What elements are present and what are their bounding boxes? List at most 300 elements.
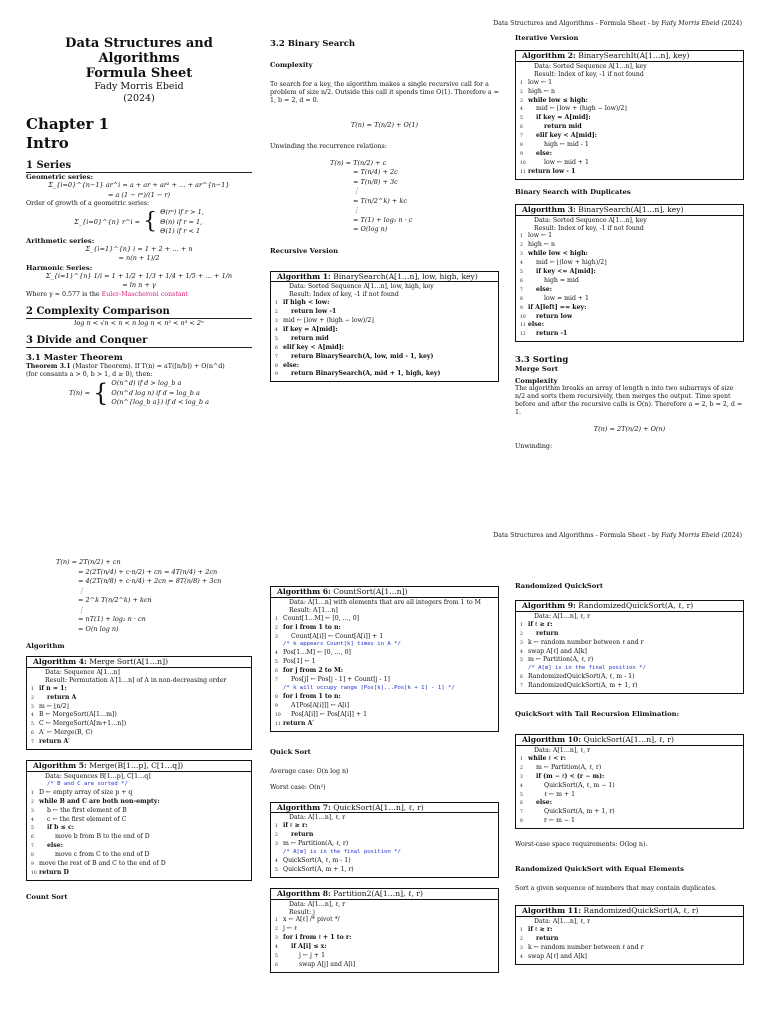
algorithm-signature: QuickSort(A[1…n], ℓ, r) xyxy=(583,735,674,745)
line-text: return low - 1 xyxy=(528,167,576,175)
line-number xyxy=(275,641,283,649)
algorithm-line xyxy=(31,703,247,712)
line-number xyxy=(520,613,528,621)
algorithm-line xyxy=(520,808,739,817)
line-number: 3 xyxy=(520,252,523,258)
line-text: ℓ ← m + 1 xyxy=(544,790,576,798)
duplicates-heading: Binary Search with Duplicates xyxy=(515,187,631,196)
line-number xyxy=(520,225,528,233)
algorithm-title xyxy=(271,803,498,814)
algorithm-title xyxy=(516,735,743,746)
merge-text: The algorithm breaks an array of length n into two subarrays of size n/2 and sorts them recursively, then merges the output. Time spent before and after the recursive calls is O(n). Therefore a = 2, b = 2, d = 1. xyxy=(515,385,743,417)
line-text: for i from 1 to n: xyxy=(283,623,341,631)
algorithm-line xyxy=(31,789,247,798)
line-number: 5 xyxy=(520,792,523,798)
line-text: if A[left] == key: xyxy=(528,303,587,311)
iterative-version-heading: Iterative Version xyxy=(515,34,579,42)
line-number: 5 xyxy=(275,660,278,666)
algorithm-line xyxy=(275,658,494,667)
line-number xyxy=(31,781,39,789)
line-number: 8 xyxy=(520,296,523,302)
arith-label: Arithmetic series: xyxy=(26,236,95,245)
line-number xyxy=(520,71,528,79)
line-text: return -1 xyxy=(536,330,568,338)
line-text: Result: Index of key, -1 if not found xyxy=(289,291,399,299)
line-text: Result: Index of key, -1 if not found xyxy=(534,224,644,232)
algorithm-signature: BinarySearchIt(A[1…n], key) xyxy=(578,51,690,60)
algorithm-line xyxy=(275,866,494,875)
algorithm-body xyxy=(271,282,498,381)
algorithm-signature: RandomizedQuickSort(A, ℓ, r) xyxy=(583,906,699,916)
euler-link[interactable]: Euler-Mascheroni constant xyxy=(101,290,189,298)
line-number: 3 xyxy=(520,774,523,780)
equal-elements-heading: Randomized QuickSort with Equal Elements xyxy=(515,865,684,874)
line-number: 3 xyxy=(520,640,523,646)
section-series: 1 Series xyxy=(26,160,252,173)
line-text: if ℓ ≥ r: xyxy=(283,822,308,830)
line-number: 2 xyxy=(275,833,278,839)
algorithm-line xyxy=(520,105,739,114)
line-number: 3 xyxy=(275,842,278,848)
algorithm-line xyxy=(31,816,247,825)
document-author: Fady Morris Ebeid (2024) xyxy=(94,81,184,104)
line-number: 1 xyxy=(520,622,523,628)
line-number: 4 xyxy=(31,713,34,719)
algorithm-line xyxy=(31,711,247,720)
algorithm-line xyxy=(275,344,494,353)
algorithm-signature: BinarySearch(A[1…n], low, high, key) xyxy=(333,271,478,281)
algorithm-line xyxy=(275,934,494,943)
line-text: return xyxy=(536,629,559,637)
line-number: 2 xyxy=(520,631,523,637)
algorithm-line xyxy=(275,641,494,649)
worst-case: Worst case: O(n²) xyxy=(270,783,326,791)
line-text: k ← random number between ℓ and r xyxy=(528,638,644,646)
algorithm-title xyxy=(271,889,498,900)
line-text: return A xyxy=(47,693,77,701)
algorithm-line xyxy=(31,738,247,747)
algorithm-line xyxy=(31,851,247,860)
line-text: swap A[ℓ] and A[k] xyxy=(528,647,587,655)
line-number: 1 xyxy=(520,80,523,86)
line-number: 7 xyxy=(520,684,523,690)
line-text: Data: Sorted Sequence A[1…n], low, high, key xyxy=(289,283,434,291)
algorithm-line xyxy=(520,747,739,755)
line-number: 5 xyxy=(520,116,523,122)
algorithm-line xyxy=(520,241,739,250)
algorithm-line xyxy=(275,676,494,685)
line-text: if b ≤ c: xyxy=(47,824,75,832)
line-number: 6 xyxy=(520,125,523,131)
algorithm-title xyxy=(271,272,498,283)
unwinding-text: Unwinding the recurrence relations: xyxy=(270,142,387,150)
line-text: /* k will occupy range [Pos[k]...Pos[k + 1] - 1] */ xyxy=(283,684,455,691)
line-number: 6 xyxy=(520,675,523,681)
line-text: return xyxy=(536,934,559,942)
unwinding-short: Unwinding: xyxy=(515,442,553,450)
line-number: 1 xyxy=(275,616,278,622)
recursive-version-heading: Recursive Version xyxy=(270,246,339,255)
algorithm-line xyxy=(520,791,739,800)
line-number: 5 xyxy=(275,867,278,873)
algorithm-title xyxy=(271,587,498,598)
line-number: 8 xyxy=(275,363,278,369)
line-number: 6 xyxy=(31,835,34,841)
line-number: 10 xyxy=(275,712,281,718)
algorithm-line xyxy=(520,782,739,791)
algorithm-line xyxy=(520,799,739,808)
line-number: 11 xyxy=(520,169,526,175)
algorithm-box xyxy=(515,905,744,964)
algorithm-signature: RandomizedQuickSort(A, ℓ, r) xyxy=(578,601,694,610)
algorithm-box xyxy=(270,802,499,878)
line-number xyxy=(275,901,283,909)
algorithm-line xyxy=(31,694,247,703)
line-text: low ← 1 xyxy=(528,78,553,86)
harmonic-eq: Σ_{i=1}^{n} 1/i = 1 + 1/2 + 1/3 + 1/4 + 1/5 + … + 1/n = ln n + γ xyxy=(45,271,233,289)
merge-unwinding: T(n) = 2T(n/2) + cn = 2(2T(n/4) + c·n/2) + cn = 4T(n/4) + 2cn = 4(2T(n/8) + c·n/4) + 2cn = 8T(n/8) + 3cn ⋮ = 2^k T(n/2^k) + kcn ⋮ = nT(1) + log₂ n · cn = O(n log n) xyxy=(56,558,222,633)
algorithm-line xyxy=(520,613,739,621)
line-number xyxy=(520,918,528,926)
line-text: B ← MergeSort(A[1…m]) xyxy=(39,711,117,719)
line-number: 7 xyxy=(31,844,34,850)
algorithm-line xyxy=(275,925,494,934)
line-number: 6 xyxy=(31,731,34,737)
line-text: QuickSort(A, m + 1, r) xyxy=(544,808,615,816)
line-text: /* A[m] is in the final position */ xyxy=(528,665,646,672)
algorithm-box xyxy=(270,271,499,383)
line-number: 1 xyxy=(520,234,523,240)
line-text: c ← the first element of C xyxy=(47,815,127,823)
algorithm-line xyxy=(31,869,247,878)
algorithm-label: Algorithm 5: xyxy=(33,761,87,771)
line-text: if A[i] ≤ x: xyxy=(291,943,327,951)
algorithm-box xyxy=(270,888,499,973)
column-3 xyxy=(515,582,744,965)
algorithm-line xyxy=(275,599,494,607)
line-number: 11 xyxy=(520,323,526,329)
line-number: 3 xyxy=(31,808,34,814)
algorithm-line xyxy=(520,63,739,71)
algorithm-line xyxy=(275,667,494,676)
algorithm-body xyxy=(271,813,498,876)
line-text: return BinarySearch(A, mid + 1, high, key) xyxy=(291,370,441,378)
line-number: 6 xyxy=(275,963,278,968)
line-number: 7 xyxy=(520,287,523,293)
algorithm-line xyxy=(520,648,739,657)
line-text: swap A[j] and A[i] xyxy=(299,961,356,968)
algorithm-line xyxy=(520,773,739,782)
master-theorem: Theorem 3.1 (Master Theorem). If T(n) = aT(⌈n/b⌉) + O(n^d) xyxy=(26,363,225,370)
line-text: high = mid xyxy=(544,276,579,284)
line-number xyxy=(275,909,283,917)
binary-text: To search for a key, the algorithm makes a single recursive call for a problem of size n/2. Outside this call it spends time O(1). Therefore a = 1, b = 2, d = 0. xyxy=(270,81,499,104)
line-number: 3 xyxy=(520,98,523,104)
line-number: 1 xyxy=(520,927,523,933)
line-number: 4 xyxy=(520,107,523,113)
line-number: 8 xyxy=(31,853,34,859)
line-number: 6 xyxy=(275,669,278,675)
line-text: A′[Pos[A[i]]] ← A[i] xyxy=(291,701,350,709)
line-number: 3 xyxy=(275,319,278,325)
line-number: 5 xyxy=(275,336,278,342)
algorithm-line xyxy=(275,326,494,335)
algorithm-line xyxy=(31,807,247,816)
line-text: k ← random number between ℓ and r xyxy=(528,943,644,951)
line-number: 9 xyxy=(275,703,278,709)
line-number: 7 xyxy=(275,678,278,684)
line-text: Result: j xyxy=(289,908,315,916)
document-title: Data Structures and Algorithms Formula Sheet xyxy=(65,36,213,81)
line-number: 7 xyxy=(520,810,523,816)
algorithm-heading: Algorithm xyxy=(26,642,65,650)
algorithm-title xyxy=(516,906,743,917)
complexity-heading: Complexity xyxy=(270,61,313,69)
line-text: Result: Permutation A′[1…n] of A in non-decreasing order xyxy=(45,676,227,684)
algorithm-line xyxy=(520,953,739,962)
line-text: Result: A′[1…n] xyxy=(289,606,338,614)
line-text: Data: A[1…n], ℓ, r xyxy=(289,900,346,908)
line-text: RandomizedQuickSort(A, m + 1, r) xyxy=(528,682,638,690)
algorithm-body xyxy=(516,917,743,964)
line-text: else: xyxy=(47,842,63,850)
line-number: 1 xyxy=(520,756,523,762)
algorithm-line xyxy=(275,916,494,925)
line-text: if ℓ ≥ r: xyxy=(528,620,553,628)
line-number: 2 xyxy=(520,765,523,771)
line-text: /* A[m] is in the final position */ xyxy=(283,849,401,856)
space-text: Worst-case space requirements: O(log n). xyxy=(515,841,648,849)
line-number: 6 xyxy=(520,278,523,284)
master-cases: T(n) = { O(n^d) if d > log_b a O(n^d log n) if d = log_b a O(n^{log_b a}) if d < log_b a xyxy=(68,379,210,408)
line-text: low ← mid + 1 xyxy=(544,158,589,166)
line-text: Data: Sequences B[1…p], C[1…q] xyxy=(45,772,151,780)
algorithm-title xyxy=(516,601,743,612)
line-number: 2 xyxy=(31,695,34,701)
line-number: 9 xyxy=(520,305,523,311)
algorithm-label: Algorithm 2: xyxy=(522,51,576,60)
line-number xyxy=(275,283,283,291)
line-text: return mid xyxy=(291,334,329,342)
growth-text: Order of growth of a geometric series: xyxy=(26,200,150,207)
algorithm-line xyxy=(275,299,494,308)
section-complexity: 2 Complexity Comparison xyxy=(26,306,252,319)
line-number xyxy=(520,217,528,225)
algorithm-body xyxy=(516,612,743,693)
algorithm-line xyxy=(275,901,494,909)
algorithm-line xyxy=(31,833,247,842)
line-number: 3 xyxy=(275,634,278,640)
line-number: 5 xyxy=(31,826,34,832)
line-number: 2 xyxy=(275,927,278,933)
line-number xyxy=(275,607,283,615)
column-1 xyxy=(26,558,252,901)
algorithm-line xyxy=(520,755,739,764)
running-head: Data Structures and Algorithms - Formula Sheet - by Fady Morris Ebeid (2024) xyxy=(493,20,742,27)
algorithm-line xyxy=(275,291,494,299)
algorithm-line xyxy=(520,665,739,673)
merge-sort-heading: Merge Sort xyxy=(515,365,559,374)
algorithm-box xyxy=(26,760,252,881)
line-text: return xyxy=(291,831,314,839)
algorithm-line xyxy=(520,232,739,241)
algorithm-line xyxy=(520,79,739,88)
algorithm-line xyxy=(275,335,494,344)
line-number: 1 xyxy=(275,301,278,307)
line-number: 6 xyxy=(520,801,523,807)
tail-recursion-heading: QuickSort with Tail Recursion Elimination: xyxy=(515,710,680,719)
algorithm-line xyxy=(31,824,247,833)
algorithm-box xyxy=(26,656,252,750)
line-text: if n = 1: xyxy=(39,684,67,692)
algorithm-line xyxy=(520,268,739,277)
line-text: mid ← ⌊low + (high − low)/2⌋ xyxy=(283,317,374,325)
line-text: for i from ℓ + 1 to r: xyxy=(283,934,352,942)
running-head: Data Structures and Algorithms - Formula Sheet - by Fady Morris Ebeid (2024) xyxy=(493,532,742,539)
algorithm-box xyxy=(515,50,744,180)
line-number: 1 xyxy=(275,824,278,830)
line-text: return BinarySearch(A, low, mid - 1, key) xyxy=(291,352,434,360)
algorithm-line xyxy=(275,370,494,379)
line-number xyxy=(31,773,39,781)
line-text: Count[1…M] ← [0, …, 0] xyxy=(283,614,360,622)
line-number xyxy=(31,669,39,677)
chapter-heading: Chapter 1 Intro xyxy=(26,115,110,152)
line-text: return low xyxy=(536,312,573,320)
algorithm-line xyxy=(275,822,494,831)
algorithm-line xyxy=(520,123,739,132)
algorithm-signature: CountSort(A[1…n]) xyxy=(333,587,408,596)
subsection-master: 3.1 Master Theorem xyxy=(26,353,123,363)
line-text: for i from 1 to n: xyxy=(283,692,341,700)
line-text: elif key < A[mid]: xyxy=(283,343,344,351)
algorithm-label: Algorithm 9: xyxy=(522,601,576,610)
algorithm-line xyxy=(275,607,494,615)
line-text: low ← 1 xyxy=(528,232,553,240)
line-text: elif key < A[mid]: xyxy=(536,132,597,140)
line-number: 9 xyxy=(520,151,523,157)
line-text: high ← mid - 1 xyxy=(544,141,589,149)
algorithm-line xyxy=(31,685,247,694)
line-number: 2 xyxy=(520,936,523,942)
unwinding-steps: T(n) = T(n/2) + c = T(n/4) + 2c = T(n/8) + 3c ⋮ = T(n/2^k) + kc ⋮ = T(1) + log₂ n · c = O(log n) xyxy=(330,158,413,233)
algorithm-line xyxy=(275,615,494,624)
line-number xyxy=(275,291,283,299)
algorithm-line xyxy=(520,159,739,168)
algorithm-line xyxy=(275,633,494,642)
line-text: RandomizedQuickSort(A, ℓ, m - 1) xyxy=(528,673,635,681)
algorithm-line xyxy=(275,952,494,961)
line-text: m ← Partition(A, ℓ, r) xyxy=(283,840,349,848)
algorithm-line xyxy=(275,961,494,970)
complexity-chain: log n < √n < n < n log n < n² < n³ < 2ⁿ xyxy=(74,318,204,327)
harmonic-label: Harmonic Series: xyxy=(26,263,93,272)
algorithm-line xyxy=(520,168,739,177)
line-text: r ← m − 1 xyxy=(544,817,575,825)
algorithm-line xyxy=(275,857,494,866)
algorithm-line xyxy=(520,918,739,926)
line-text: return D xyxy=(39,868,69,876)
line-number: 1 xyxy=(31,686,34,692)
line-text: move the rest of B and C to the end of D xyxy=(39,860,166,868)
line-text: high ← n xyxy=(528,241,556,249)
column-2 xyxy=(270,34,499,382)
algorithm-label: Algorithm 11: xyxy=(522,906,582,916)
algorithm-line xyxy=(275,685,494,693)
algorithm-line xyxy=(520,217,739,225)
algorithm-body xyxy=(516,62,743,179)
line-number: 9 xyxy=(275,372,278,378)
line-text: C ← MergeSort(A[m+1…n]) xyxy=(39,720,127,728)
quick-sort-heading: Quick Sort xyxy=(270,747,311,756)
algorithm-line xyxy=(275,624,494,633)
arith-eq: Σ_{i=1}^{n} i = 1 + 2 + … + n = n(n + 1)/2 xyxy=(85,244,193,262)
merge-recurrence: T(n) = 2T(n/2) + O(n) xyxy=(593,425,666,434)
line-number: 5 xyxy=(520,658,523,664)
line-text: return low -1 xyxy=(291,308,337,316)
algorithm-line xyxy=(275,702,494,711)
line-text: m ← Partition(A, ℓ, r) xyxy=(528,656,594,664)
line-text: A′ ← Merge(B, C) xyxy=(39,729,93,737)
algorithm-line xyxy=(520,277,739,286)
line-number: 5 xyxy=(520,270,523,276)
algorithm-line xyxy=(520,330,739,339)
algorithm-line xyxy=(520,630,739,639)
algorithm-line xyxy=(275,317,494,326)
line-number: 6 xyxy=(275,345,278,351)
algorithm-line xyxy=(520,321,739,330)
algorithm-line xyxy=(275,649,494,658)
line-number: 10 xyxy=(31,870,37,876)
algorithm-line xyxy=(275,909,494,917)
line-number xyxy=(520,747,528,755)
algorithm-label: Algorithm 1: xyxy=(277,271,331,281)
algorithm-body xyxy=(516,216,743,342)
line-number: 8 xyxy=(275,694,278,700)
line-text: D ← empty array of size p + q xyxy=(39,788,133,796)
line-number: 3 xyxy=(520,945,523,951)
line-text: return A′ xyxy=(283,719,314,727)
algorithm-line xyxy=(520,944,739,953)
algorithm-line xyxy=(520,88,739,97)
page-2 xyxy=(0,512,768,1024)
algorithm-line xyxy=(275,720,494,729)
section-divide: 3 Divide and Conquer xyxy=(26,335,252,348)
line-text: Pos[1…M] ← [0, …, 0] xyxy=(283,649,351,657)
line-number: 4 xyxy=(520,261,523,267)
line-number: 2 xyxy=(520,89,523,95)
line-number: 5 xyxy=(275,954,278,960)
algorithm-line xyxy=(31,860,247,869)
line-text: Data: A[1…n], ℓ, r xyxy=(534,918,591,926)
line-text: if ℓ ≥ r: xyxy=(528,925,553,933)
line-number xyxy=(31,677,39,685)
column-3 xyxy=(515,34,744,451)
line-number: 2 xyxy=(275,625,278,631)
algorithm-label: Algorithm 3: xyxy=(522,204,576,214)
line-text: mid ← ⌊low + (high − low)/2⌋ xyxy=(536,105,627,113)
line-text: Data: Sequence A[1…n] xyxy=(45,668,120,676)
algorithm-label: Algorithm 4: xyxy=(33,657,87,666)
algorithm-line xyxy=(275,711,494,720)
growth-cases: Σ_{i=0}^{n} r^i = { Θ(rⁿ) if r > 1, Θ(n) if r = 1, Θ(1) if r < 1 xyxy=(74,208,204,235)
line-text: Pos[1] ← 1 xyxy=(283,658,316,666)
line-number xyxy=(275,849,283,857)
algorithm-line xyxy=(520,250,739,259)
line-number xyxy=(275,685,283,693)
line-text: swap A[ℓ] and A[k] xyxy=(528,952,587,960)
algorithm-line xyxy=(520,225,739,233)
